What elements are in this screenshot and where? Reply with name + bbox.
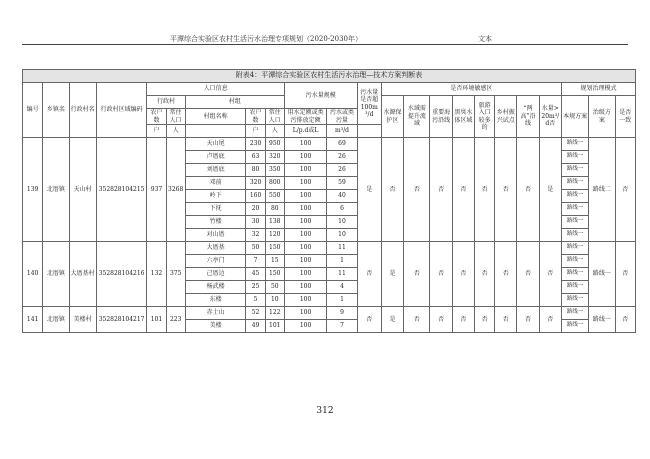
unit-per-day: L/p.d或L [284, 125, 326, 138]
col-header-group-name: 村组名称 [185, 109, 246, 125]
village-households: 937 [147, 138, 166, 242]
group-amount: 26 [327, 151, 357, 164]
group-households: 160 [246, 190, 265, 203]
village-code: 352828104216 [96, 242, 147, 307]
col-header-town: 乡镇名 [43, 83, 69, 138]
village-plan-mode: 路线一 [589, 307, 615, 333]
group-amount: 11 [327, 242, 357, 255]
group-header-cunzu: 村组 [185, 96, 284, 109]
group-residents: 350 [265, 164, 284, 177]
village-black-odor: 否 [452, 242, 474, 307]
group-households: 63 [246, 151, 265, 164]
header-rule [22, 44, 628, 45]
group-name: 美楼 [185, 320, 246, 333]
unit-m3d: m³/d [327, 125, 357, 138]
group-households: 45 [246, 268, 265, 281]
village-tourist: 否 [474, 242, 494, 307]
group-quota: 100 [284, 268, 326, 281]
group-residents: 122 [265, 307, 284, 320]
group-route: 路线一 [561, 255, 588, 268]
group-route: 路线一 [561, 268, 588, 281]
group-name: 杨武楼 [185, 281, 246, 294]
group-amount: 6 [327, 203, 357, 216]
document-header-title: 平潭综合实验区农村生活污水治理专项规划（2020-2030年） [170, 35, 362, 43]
group-header-model: 规划治理模式 [561, 83, 635, 96]
village-plan-mode: 路线二 [589, 138, 615, 242]
group-residents: 50 [265, 281, 284, 294]
village-households: 101 [147, 307, 166, 333]
village-scale: 否 [357, 307, 381, 333]
village-black-odor: 否 [452, 138, 474, 242]
col-header-quota: 用水定额或类污排放定额 [284, 109, 326, 125]
col-header-water-source: 水源保护区 [381, 96, 403, 138]
group-amount: 1 [327, 255, 357, 268]
col-header-amount: 污水或类污量 [327, 109, 357, 125]
group-amount: 10 [327, 216, 357, 229]
table-title: 附表4：平潭综合实验区农村生活污水治理—技术方案判断表 [23, 70, 636, 83]
group-households: 7 [246, 255, 265, 268]
group-name: 大厝基 [185, 242, 246, 255]
village-name: 天山村 [69, 138, 96, 242]
group-quota: 100 [284, 138, 326, 151]
col-header-pilot: 乡村振兴试点 [495, 96, 517, 138]
village-water-function: 否 [404, 242, 430, 307]
village-name: 大厝基村 [69, 242, 96, 307]
group-amount: 11 [327, 268, 357, 281]
document-header-label: 文本 [478, 35, 492, 43]
col-header-scale: 污水量是否超100m³/d [357, 83, 381, 125]
group-route: 路线一 [561, 216, 588, 229]
group-amount: 26 [327, 164, 357, 177]
group-quota: 100 [284, 281, 326, 294]
village-scale: 是 [357, 138, 381, 242]
col-header-village: 行政村名 [69, 83, 96, 138]
unit-empty [357, 125, 381, 138]
col-header-over-20: 水量>20m³/d否 [539, 96, 561, 138]
village-name: 美楼村 [69, 307, 96, 333]
village-no: 141 [23, 307, 43, 333]
group-residents: 15 [265, 255, 284, 268]
group-households: 5 [246, 294, 265, 307]
col-header-households: 农户数 [147, 109, 166, 125]
village-town: 北厝镇 [43, 307, 69, 333]
group-quota: 100 [284, 294, 326, 307]
group-quota: 100 [284, 190, 326, 203]
group-quota: 100 [284, 164, 326, 177]
group-route: 路线一 [561, 229, 588, 242]
group-route: 路线一 [561, 138, 588, 151]
group-route: 路线一 [561, 190, 588, 203]
group-residents: 150 [265, 242, 284, 255]
col-header-tourist: 旅游入口较多的 [474, 96, 494, 138]
group-quota: 100 [284, 177, 326, 190]
group-route: 路线一 [561, 242, 588, 255]
group-amount: 7 [327, 320, 357, 333]
village-two-high: 否 [517, 307, 539, 333]
group-amount: 9 [327, 307, 357, 320]
col-header-consistent: 是否一致 [615, 96, 635, 138]
village-plan-mode: 路线一 [589, 242, 615, 307]
village-town: 北厝镇 [43, 242, 69, 307]
group-header-population: 人口信息 [147, 83, 284, 96]
group-households: 25 [246, 281, 265, 294]
group-households: 30 [246, 216, 265, 229]
page-number: 312 [316, 406, 334, 416]
group-households: 52 [246, 307, 265, 320]
village-no: 140 [23, 242, 43, 307]
group-quota: 100 [284, 242, 326, 255]
col-header-water-function: 水域需提升流域 [404, 96, 430, 138]
group-name: 己厝边 [185, 268, 246, 281]
unit-ren: 人 [265, 125, 284, 138]
col-header-code: 行政村区域编码 [96, 83, 147, 138]
group-header-xingzhengcun: 行政村 [147, 96, 185, 109]
village-consistent: 否 [615, 138, 635, 242]
group-route: 路线一 [561, 151, 588, 164]
col-header-black-odor: 黑臭水体区域 [452, 96, 474, 138]
group-residents: 550 [265, 190, 284, 203]
group-residents: 320 [265, 151, 284, 164]
group-name: 竹楼 [185, 216, 246, 229]
group-residents: 150 [265, 268, 284, 281]
village-consistent: 否 [615, 307, 635, 333]
village-over-20: 是 [539, 138, 561, 242]
village-water-function: 否 [404, 307, 430, 333]
village-black-odor: 否 [452, 307, 474, 333]
village-residents: 223 [166, 307, 185, 333]
group-route: 路线一 [561, 177, 588, 190]
col-header-heavy-pollution: 重要海污沿线 [430, 96, 452, 138]
group-route: 路线一 [561, 294, 588, 307]
village-pilot: 否 [495, 307, 517, 333]
group-route: 路线一 [561, 307, 588, 320]
group-quota: 100 [284, 307, 326, 320]
group-quota: 100 [284, 216, 326, 229]
village-no: 139 [23, 138, 43, 242]
group-name: 六亭门 [185, 255, 246, 268]
group-residents: 80 [265, 203, 284, 216]
village-water-function: 否 [404, 138, 430, 242]
group-header-wastewater: 污水量规模 [284, 83, 357, 109]
group-amount: 69 [327, 138, 357, 151]
village-two-high: 否 [517, 138, 539, 242]
group-amount: 4 [327, 281, 357, 294]
technical-plan-table [22, 69, 636, 333]
village-over-20: 否 [539, 242, 561, 307]
group-route: 路线一 [561, 203, 588, 216]
village-heavy-pollution: 否 [430, 242, 452, 307]
group-route: 路线一 [561, 281, 588, 294]
group-amount: 59 [327, 177, 357, 190]
group-residents: 120 [265, 229, 284, 242]
group-households: 49 [246, 320, 265, 333]
group-households: 320 [246, 177, 265, 190]
group-route: 路线一 [561, 320, 588, 333]
group-quota: 100 [284, 203, 326, 216]
group-quota: 100 [284, 320, 326, 333]
village-over-20: 否 [539, 307, 561, 333]
group-quota: 100 [284, 151, 326, 164]
unit-empty [185, 125, 246, 138]
village-code: 352828104217 [96, 307, 147, 333]
group-households: 50 [246, 242, 265, 255]
group-name: 天山尾 [185, 138, 246, 151]
village-pilot: 否 [495, 138, 517, 242]
col-header-group-households: 农户数 [246, 109, 265, 125]
group-residents: 800 [265, 177, 284, 190]
col-header-plan-mode: 本规方案 [561, 96, 588, 138]
col-header-group-residents: 常住人口 [265, 109, 284, 125]
village-consistent: 否 [615, 242, 635, 307]
unit-hu: 户 [147, 125, 166, 138]
group-residents: 950 [265, 138, 284, 151]
village-residents: 375 [166, 242, 185, 307]
group-route: 路线一 [561, 164, 588, 177]
col-header-two-high: “两高”沿线 [517, 96, 539, 138]
group-households: 80 [246, 164, 265, 177]
group-amount: 1 [327, 294, 357, 307]
group-households: 32 [246, 229, 265, 242]
group-name: 卢厝底 [185, 151, 246, 164]
group-header-sensitive: 是否环境敏感区 [381, 83, 561, 96]
group-name: 对山厝 [185, 229, 246, 242]
unit-ren: 人 [166, 125, 185, 138]
village-two-high: 否 [517, 242, 539, 307]
village-water-source: 是 [381, 242, 403, 307]
col-header-residents: 常住人口 [166, 109, 185, 125]
village-heavy-pollution: 否 [430, 138, 452, 242]
group-households: 230 [246, 138, 265, 151]
village-households: 132 [147, 242, 166, 307]
group-name: 东楼 [185, 294, 246, 307]
village-water-source: 否 [381, 138, 403, 242]
group-quota: 100 [284, 229, 326, 242]
group-quota: 100 [284, 255, 326, 268]
group-amount: 10 [327, 229, 357, 242]
village-tourist: 否 [474, 138, 494, 242]
village-code: 352828104215 [96, 138, 147, 242]
group-residents: 101 [265, 320, 284, 333]
village-town: 北厝镇 [43, 138, 69, 242]
group-amount: 40 [327, 190, 357, 203]
group-residents: 138 [265, 216, 284, 229]
group-name: 邓前 [185, 177, 246, 190]
group-name: 刘厝底 [185, 164, 246, 177]
village-heavy-pollution: 否 [430, 307, 452, 333]
village-residents: 3268 [166, 138, 185, 242]
village-pilot: 否 [495, 242, 517, 307]
village-water-source: 是 [381, 307, 403, 333]
group-residents: 10 [265, 294, 284, 307]
group-households: 20 [246, 203, 265, 216]
unit-hu: 户 [246, 125, 265, 138]
col-header-no: 编号 [23, 83, 43, 138]
group-name: 岭下 [185, 190, 246, 203]
col-header-sub-mode: 治级方案 [589, 96, 615, 138]
group-name: 赤土山 [185, 307, 246, 320]
village-scale: 否 [357, 242, 381, 307]
group-name: 下抚 [185, 203, 246, 216]
village-tourist: 否 [474, 307, 494, 333]
